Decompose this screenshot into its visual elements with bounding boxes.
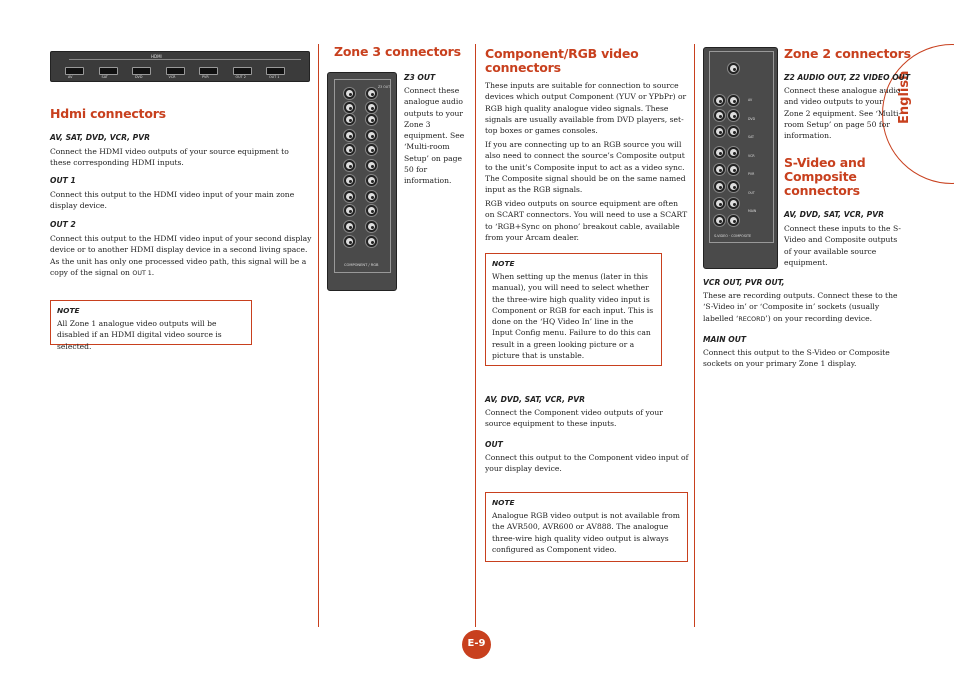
video-jack xyxy=(728,215,739,226)
zone3-out-text: Connect these analogue audio outputs to your Zone 3 equipment. See ‘Multi-room Setup’ on page 50 for information. xyxy=(404,86,465,186)
rca-jack xyxy=(366,88,377,99)
svideo-rec-heading: VCR OUT, PVR OUT, xyxy=(703,278,785,287)
component-intro-para: These inputs are suitable for connection to source devices which output Component (YUV or YPbPr) or RGB high quality analogue video signals. These signals are usually available from DVD players, set-top boxes or games consoles. xyxy=(485,81,687,136)
component-out-text: Connect this output to the Component video input of your display device. xyxy=(485,453,689,474)
hdmi-port xyxy=(233,67,252,75)
rca-jack xyxy=(366,205,377,216)
video-jack xyxy=(714,164,725,175)
zone2-panel-caption: S-VIDEO · COMPOSITE xyxy=(714,234,752,238)
hdmi-inputs-heading: AV, SAT, DVD, VCR, PVR xyxy=(50,133,150,142)
video-jack xyxy=(714,126,725,137)
video-jack xyxy=(728,164,739,175)
zone2-panel-label: VCR xyxy=(748,153,755,158)
zone2-panel-label: DVD xyxy=(748,116,756,121)
rca-jack xyxy=(366,144,377,155)
note-title: NOTE xyxy=(492,259,515,268)
note-title: NOTE xyxy=(57,306,80,315)
language-tab-label: English xyxy=(897,70,912,124)
video-jack xyxy=(728,95,739,106)
hdmi-port xyxy=(65,67,84,75)
note-text: All Zone 1 analogue video outputs will be disabled if an HDMI digital video source is selected. xyxy=(57,319,222,351)
rca-jack xyxy=(366,191,377,202)
zone2-out-heading: Z2 AUDIO OUT, Z2 VIDEO OUT xyxy=(784,73,911,82)
hdmi-port-label: VCR xyxy=(168,75,176,79)
zone2-panel-label: MAIN xyxy=(748,209,757,213)
component-inputs-text: Connect the Component video outputs of your source equipment to these inputs. xyxy=(485,408,663,429)
zone2-panel-label: OUT xyxy=(748,190,755,195)
hdmi-port xyxy=(166,67,185,75)
svideo-inputs-text: Connect these inputs to the S-Video and Composite outputs of your available source equipment. xyxy=(784,224,901,267)
hdmi-port-label: OUT 1 xyxy=(269,75,280,79)
zone2-panel-label: AV xyxy=(748,98,753,102)
rca-jack xyxy=(344,221,355,232)
rca-jack xyxy=(366,130,377,141)
video-jack xyxy=(714,198,725,209)
svideo-main-heading: MAIN OUT xyxy=(703,335,747,344)
component-out-heading: OUT xyxy=(485,440,503,449)
hdmi-port-label: OUT 2 xyxy=(235,75,246,79)
zone3-section-title: Zone 3 connectors xyxy=(334,44,461,59)
hdmi-out1-heading: OUT 1 xyxy=(50,176,76,185)
hdmi-port xyxy=(199,67,218,75)
video-jack xyxy=(728,181,739,192)
note-text: Analogue RGB video output is not available from the AVR500, AVR600 or AV888. The analogue three-wire high quality video output is always configured as Component video. xyxy=(492,511,680,554)
hdmi-panel-header: HDMI xyxy=(151,54,162,59)
component-rgb-para: If you are connecting up to an RGB source you will also need to connect the source’s Composite output to the unit’s Composite input to act as a video sync. The Composite signal should be on the same named input as the RGB signals. xyxy=(485,140,686,195)
video-jack xyxy=(728,110,739,121)
svideo-inputs-heading: AV, DVD, SAT, VCR, PVR xyxy=(784,210,884,219)
zone2-panel-label: PVR xyxy=(748,172,755,176)
hdmi-port xyxy=(132,67,151,75)
video-jack xyxy=(714,181,725,192)
rca-jack xyxy=(344,205,355,216)
hdmi-port-label: DVD xyxy=(135,75,143,79)
video-jack xyxy=(728,126,739,137)
audio-jack xyxy=(728,63,739,74)
hdmi-port-label: AV xyxy=(68,75,73,79)
component-inputs-heading: AV, DVD, SAT, VCR, PVR xyxy=(485,395,585,404)
hdmi-port-label: SAT xyxy=(101,75,108,79)
column-rule-2 xyxy=(475,44,476,627)
svideo-main-text: Connect this output to the S-Video or Composite sockets on your primary Zone 1 display. xyxy=(703,348,890,369)
rca-jack xyxy=(344,175,355,186)
component-note2-box xyxy=(485,492,688,562)
svideo-rec-text: These are recording outputs. Connect these to the ‘S-Video in’ or ‘Composite in’ sockets (usually labelled ‘RECORD’) on your recording device. xyxy=(703,291,898,323)
rca-jack xyxy=(344,102,355,113)
rca-jack xyxy=(366,175,377,186)
rca-jack xyxy=(344,130,355,141)
zone3-out-heading: Z3 OUT xyxy=(404,73,436,82)
rca-jack xyxy=(366,236,377,247)
hdmi-note-box xyxy=(50,300,252,351)
component-scart-para: RGB video outputs on source equipment are often on SCART connectors. You will need to use a SCART to ‘RGB+Sync on phono’ breakout cable, available from your Arcam dealer. xyxy=(485,199,688,242)
zone2-out-text: Connect these analogue audio and video outputs to your Zone 2 equipment. See ‘Multi-room Setup’ on page 50 for information. xyxy=(784,86,902,141)
note-title: NOTE xyxy=(492,498,515,507)
rca-jack xyxy=(344,144,355,155)
video-jack xyxy=(714,147,725,158)
out1-smallcaps: OUT 1 xyxy=(132,269,152,277)
rca-jack xyxy=(366,114,377,125)
hdmi-out1-text: Connect this output to the HDMI video input of your main zone display device. xyxy=(50,190,295,211)
video-jack xyxy=(714,215,725,226)
column-rule-1 xyxy=(318,44,319,627)
hdmi-section-title: Hdmi connectors xyxy=(50,106,166,121)
rca-jack xyxy=(344,88,355,99)
video-jack xyxy=(728,198,739,209)
zone2-panel-label: SAT xyxy=(748,135,754,139)
hdmi-panel-illustration xyxy=(50,51,310,82)
zone3-panel-illustration xyxy=(327,72,397,291)
hdmi-port xyxy=(266,67,285,75)
hdmi-inputs-text: Connect the HDMI video outputs of your source equipment to these corresponding HDMI inputs. xyxy=(50,147,289,168)
hdmi-port xyxy=(99,67,118,75)
hdmi-port-label: PVR xyxy=(202,75,209,79)
svideo-section-title: S-Video and Composite connectors xyxy=(784,155,866,198)
video-jack xyxy=(714,110,725,121)
hdmi-out2-text: Connect this output to the HDMI video input of your second display device or to another HDMI display device in a second living space. As the unit has only one processed video path, this signal will be a copy of the signal on OUT 1. xyxy=(50,234,312,277)
page-number: E-9 xyxy=(467,638,486,649)
rca-jack xyxy=(344,236,355,247)
note-text: When setting up the menus (later in this manual), you will need to select whether the three-wire high quality video input is Component or RGB for each input. This is done on the ‘HQ Video In’ line in the Input Config menu. Failure to do this can result in a green looking picture or a picture that is unstable. xyxy=(492,272,654,361)
zone3-panel-top-label: Z3 OUT xyxy=(378,85,391,89)
rca-jack xyxy=(366,221,377,232)
video-jack xyxy=(728,147,739,158)
column-rule-3 xyxy=(694,44,695,627)
zone3-panel-caption: COMPONENT / RGB xyxy=(344,263,379,267)
rca-jack xyxy=(344,114,355,125)
zone2-panel-illustration xyxy=(703,47,778,269)
hdmi-out2-heading: OUT 2 xyxy=(50,220,76,229)
record-smallcaps: RECORD xyxy=(738,315,766,323)
component-section-title: Component/RGB video connectors xyxy=(485,46,639,75)
component-note-box xyxy=(485,253,662,366)
video-jack xyxy=(714,95,725,106)
rca-jack xyxy=(344,191,355,202)
rca-jack xyxy=(344,160,355,171)
zone2-section-title: Zone 2 connectors xyxy=(784,46,911,61)
rca-jack xyxy=(366,102,377,113)
rca-jack xyxy=(366,160,377,171)
